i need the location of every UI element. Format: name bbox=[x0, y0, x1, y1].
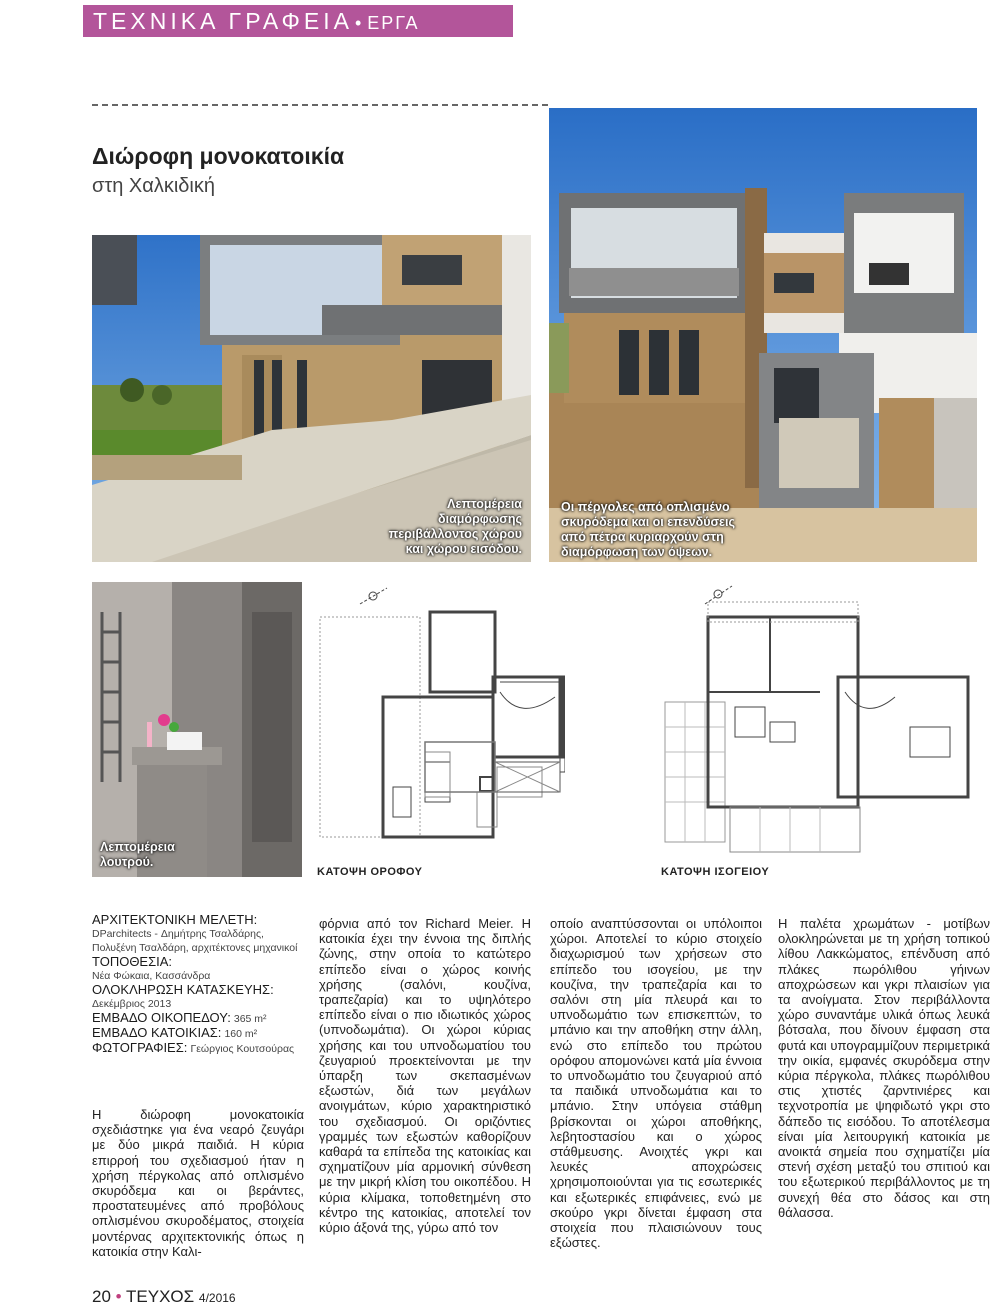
magazine-name: ΤΕΥΧΟΣ bbox=[126, 1287, 195, 1306]
footer-separator: • bbox=[115, 1287, 122, 1306]
spec-label: ΕΜΒΑΔΟ ΚΑΤΟΙΚΙΑΣ: bbox=[92, 1025, 222, 1040]
spec-label: ΦΩΤΟΓΡΑΦΙΕΣ: bbox=[92, 1040, 188, 1055]
body-column-1: Η διώροφη μονοκατοικία σχεδιάστηκε για ένα νεαρό ζευγάρι με δύο μικρά παιδιά. Η κύρια επιρροή του σχεδιασμού ήταν η χρήση πέργκολας από οπλισμένο σκυρόδεμα και οι βεράντες, προστατευμένες από προβόλους οπλισμένου σκυροδέματος, στοιχεία μοντέρνας αρχιτεκτονικής όπως η κατοικία στην Καλι- bbox=[92, 1107, 304, 1259]
caption-photo2: Οι πέργολες από οπλισμένο σκυρόδεμα και οι επενδύσεις από πέτρα κυριαρχούν στη διαμόρφωση των όψεων. bbox=[561, 500, 735, 559]
issue-number: 4/2016 bbox=[198, 1291, 236, 1305]
plan-label-ground: ΚΑΤΟΨΗ ΙΣΟΓΕΙΟΥ bbox=[661, 866, 770, 878]
spec-value: Γεώργιος Κουτσούρας bbox=[190, 1043, 295, 1055]
subsection-name: ΕΡΓΑ bbox=[367, 13, 420, 33]
body-column-2: φόρνια από τον Richard Meier. Η κατοικία έχει την έννοια της διπλής ζώνης, στην οποία το κατώτερο επίπεδο είναι ο χώρος κοινής χρήσης (σαλόνι, κουζίνα, τραπεζαρία) και το υψηλότερο επίπεδο είναι ο πιο ιδιωτικός χώρος (υπνοδωμάτια). Οι χώροι κύριας χρήσης και του υπνοδωματίου του ζευγαριού προεκτείνονται με την ύπαρξη των σκεπασμένων εξωστών, διά των μεγάλων ανοιγμάτων, κύριο χαρακτηριστικό του σχεδιασμού. Οι οριζόντιες γραμμές των εξωστών καθορίζουν καθαρά τα επίπεδα της κατοικίας και σχηματίζουν μία αρμονική σύνθεση με την μικρή κλίση του οικοπέδου. Η κύρια κλίμακα, τοποθετημένη στο κέντρο της κατοικίας, αποτελεί τον κύριο άξονά της, γύρω από τον bbox=[319, 916, 531, 1236]
plan-label-upper: ΚΑΤΟΨΗ ΟΡΟΦΟΥ bbox=[317, 866, 423, 878]
spec-label: ΕΜΒΑΔΟ ΟΙΚΟΠΕΔΟΥ: bbox=[92, 1010, 231, 1025]
spec-photos bbox=[92, 1041, 307, 1056]
photo-entrance bbox=[92, 235, 531, 562]
body-column-4: Η παλέτα χρωμάτων - μοτίβων ολοκληρώνεται με τη χρήση τοπικού λίθου Λακκώματος, επένδυση από πλάκες πωρόλιθου γήινων αποχρώσεων και γκρι πλαισίων για τα ανοίγματα. Στον περιβάλλοντα χώρο συναντάμε υλικά όπως λευκά βότσαλα, που δίνουν έμφαση στα φυτά και υπογραμμίζουν περιμετρικά την οικία, εμφανές σκυρόδεμα στην κύρια πέργκολα, πλάκες πωρόλιθου στις χτιστές ζαρντινιέρες και τεχνοτροπία με ψηφιδωτό γκρι στο δάπεδο τις εισόδου. Το αποτέλεσμα είναι μία λειτουργική κατοικία με ανοικτά σημεία που σχηματίζει μία στενή σχέση μεταξύ του σπιτιού και του εξωτερικού περιβάλλοντος με τη συνεχή θέα στο δάσος και στη θάλασσα. bbox=[778, 916, 990, 1220]
spec-value: 365 m² bbox=[233, 1013, 267, 1025]
spec-location bbox=[92, 955, 307, 983]
dashed-divider bbox=[92, 104, 548, 106]
project-specs bbox=[92, 913, 307, 1056]
page-number: 20 bbox=[92, 1287, 111, 1306]
floor-plan-upper bbox=[315, 582, 565, 862]
section-title bbox=[93, 8, 420, 35]
page-footer bbox=[92, 1287, 236, 1307]
photo-facade bbox=[549, 108, 977, 562]
caption-photo1: Λεπτομέρεια διαμόρφωσης περιβάλλοντος χώρου και χώρου εισόδου. bbox=[388, 497, 522, 556]
spec-plot-area bbox=[92, 1011, 307, 1026]
spec-architect bbox=[92, 913, 307, 955]
body-column-3: οποίο αναπτύσσονται οι υπόλοιποι χώροι. Αποτελεί το κύριο στοιχείο διαχωρισμού των χρήσεων στο επίπεδο του ισογείου, με την κουζίνα, την τραπεζαρία και το σαλόνι στη μία πλευρά και το υπνοδωμάτιο των επισκεπτών, το μπάνιο και την αποθήκη στην άλλη, ενώ στο επίπεδο του πρώτου ορόφου απομονώνει κατά μία έννοια το υπνοδωμάτιο του ζευγαριού από τα παιδικά υπνοδωμάτια και το μπάνιο. Στην υπόγεια στάθμη βρίσκονται οι χώροι αποθήκης, λεβητοστασίου και ο χώρος στάθμευσης. Ανοιχτές γκρι και λευκές αποχρώσεις χρησιμοποιούνται για τις εσωτερικές και εξωτερικές επιφάνειες, ενώ με σκούρο γκρι δίνεται έμφαση στα στοιχεία που πλαισιώνουν τους εξώστες. bbox=[550, 916, 762, 1251]
article-subtitle: στη Χαλκιδική bbox=[92, 175, 215, 197]
spec-value: Νέα Φώκαια, Κασσάνδρα bbox=[92, 970, 211, 982]
spec-value: 160 m² bbox=[224, 1028, 258, 1040]
spec-label: ΤΟΠΟΘΕΣΙΑ: bbox=[92, 954, 173, 969]
spec-house-area bbox=[92, 1026, 307, 1041]
caption-photo3: Λεπτομέρεια λουτρού. bbox=[100, 840, 175, 869]
photo-bathroom bbox=[92, 582, 302, 877]
spec-label: ΑΡΧΙΤΕΚΤΟΝΙΚΗ ΜΕΛΕΤΗ: bbox=[92, 912, 258, 927]
section-banner bbox=[83, 5, 513, 37]
spec-value: DParchitects - Δημήτρης Τσαλδάρης, Πολυξένη Τσαλδάρη, αρχιτέκτονες μηχανικοί bbox=[92, 928, 298, 954]
floor-plan-ground bbox=[660, 582, 980, 862]
banner-separator: • bbox=[354, 13, 366, 33]
section-name: ΤΕΧΝΙΚΑ ΓΡΑΦΕΙΑ bbox=[93, 8, 353, 34]
spec-label: ΟΛΟΚΛΗΡΩΣΗ ΚΑΤΑΣΚΕΥΗΣ: bbox=[92, 982, 274, 997]
spec-value: Δεκέμβριος 2013 bbox=[92, 998, 172, 1010]
article-title: Διώροφη μονοκατοικία bbox=[92, 143, 345, 169]
spec-completion bbox=[92, 983, 307, 1011]
